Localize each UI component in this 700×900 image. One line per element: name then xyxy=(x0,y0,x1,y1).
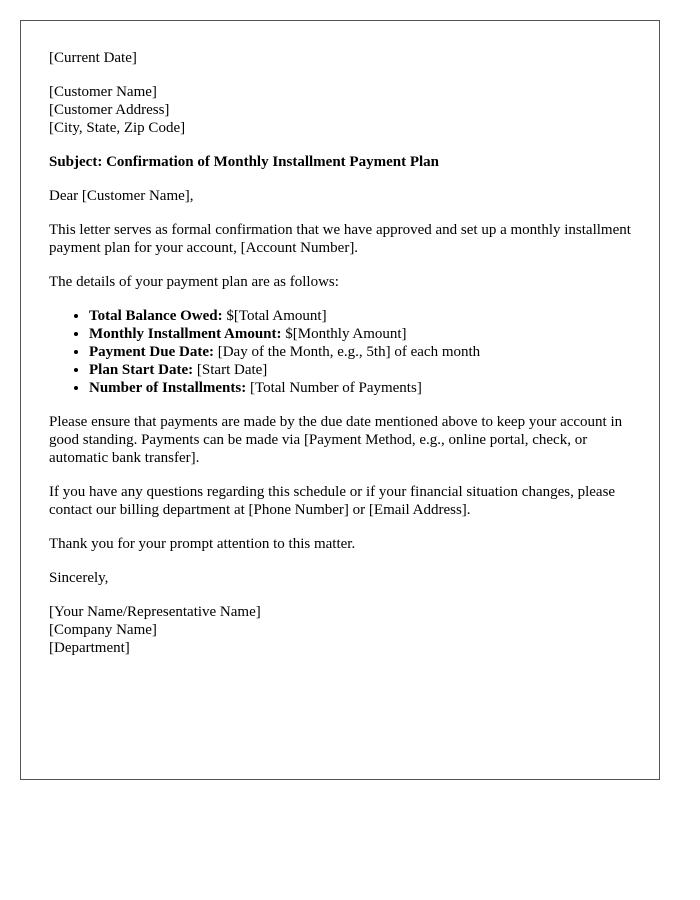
recipient-city-state-zip: [City, State, Zip Code] xyxy=(49,120,186,136)
detail-number-of-installments xyxy=(89,379,631,397)
signature-name: [Your Name/Representative Name] xyxy=(49,604,261,620)
letter-date: [Current Date] xyxy=(49,50,137,66)
details-intro: The details of your payment plan are as follows: xyxy=(49,274,339,290)
detail-label: Payment Due Date: xyxy=(89,344,214,360)
detail-label: Monthly Installment Amount: xyxy=(89,326,282,342)
detail-label: Number of Installments: xyxy=(89,380,247,396)
closing: Sincerely, xyxy=(49,570,109,586)
payment-note-paragraph: Please ensure that payments are made by the due date mentioned above to keep your account in good standing. Payments can be made via [Payment Method, e.g., online portal, check, or automatic bank transfer]. xyxy=(49,414,623,466)
questions-paragraph: If you have any questions regarding this schedule or if your financial situation changes, please contact our billing department at [Phone Number] or [Email Address]. xyxy=(49,484,616,518)
payment-details-list xyxy=(49,307,631,397)
letter-subject: Subject: Confirmation of Monthly Installment Payment Plan xyxy=(49,154,439,170)
signature-department: [Department] xyxy=(49,640,130,656)
detail-plan-start-date xyxy=(89,361,631,379)
signature-company: [Company Name] xyxy=(49,622,157,638)
detail-value: $[Monthly Amount] xyxy=(281,326,407,342)
signature-block xyxy=(49,603,631,657)
recipient-address-block xyxy=(49,83,631,137)
detail-value: [Start Date] xyxy=(193,362,268,378)
recipient-address: [Customer Address] xyxy=(49,102,170,118)
detail-monthly-installment xyxy=(89,325,631,343)
detail-label: Plan Start Date: xyxy=(89,362,194,378)
detail-value: [Total Number of Payments] xyxy=(246,380,422,396)
thanks-paragraph: Thank you for your prompt attention to this matter. xyxy=(49,536,356,552)
date-block xyxy=(49,49,631,67)
recipient-name: [Customer Name] xyxy=(49,84,157,100)
intro-paragraph: This letter serves as formal confirmation that we have approved and set up a monthly installment payment plan for your account, [Account Number]. xyxy=(49,222,631,256)
salutation: Dear [Customer Name], xyxy=(49,188,194,204)
letter-page xyxy=(20,20,660,780)
detail-label: Total Balance Owed: xyxy=(89,308,223,324)
detail-value: $[Total Amount] xyxy=(222,308,327,324)
detail-total-balance xyxy=(89,307,631,325)
detail-value: [Day of the Month, e.g., 5th] of each month xyxy=(213,344,481,360)
detail-payment-due-date xyxy=(89,343,631,361)
